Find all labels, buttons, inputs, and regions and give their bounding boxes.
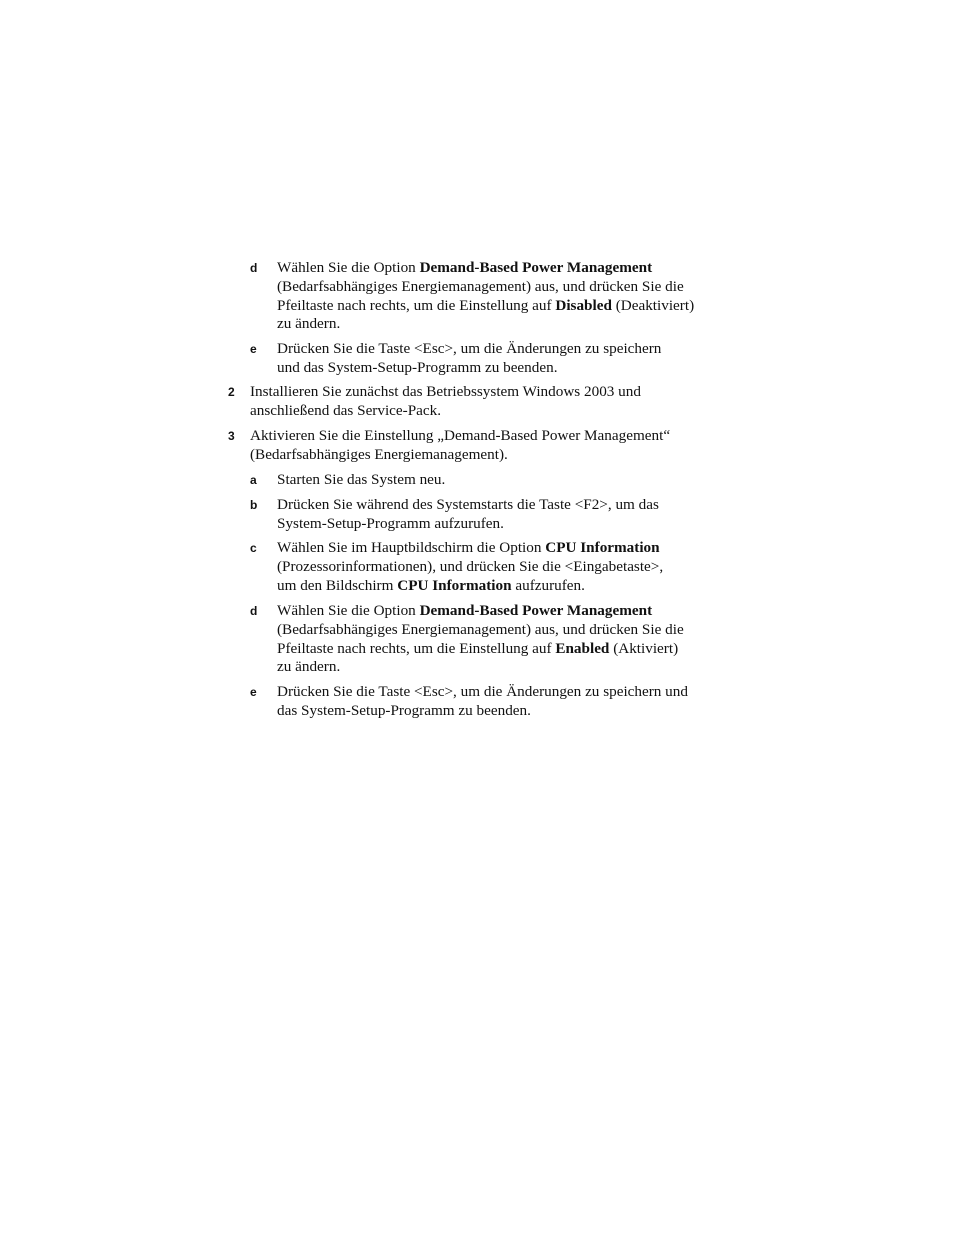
text-run: Drücken Sie die Taste <Esc>, um die Änderungen zu speichern und — [277, 683, 688, 700]
text-line — [277, 658, 684, 677]
step-a-restart — [250, 471, 446, 490]
text-line — [277, 558, 663, 577]
bold-term: Demand-Based Power Management — [419, 259, 653, 276]
step-text — [277, 340, 661, 378]
list-marker: b — [250, 498, 258, 512]
bold-term: CPU Information — [545, 539, 660, 556]
bold-term: CPU Information — [397, 576, 512, 594]
text-run: (Prozessorinformationen), und drücken Sie die <Eingabetaste>, — [277, 557, 664, 575]
step-d-enable — [250, 602, 684, 677]
text-run: Installieren Sie zunächst das Betriebssystem Windows 2003 und — [250, 383, 641, 400]
text-run: Starten Sie das System neu. — [277, 471, 446, 488]
text-run: Pfeiltaste nach rechts, um die Einstellung auf — [277, 639, 556, 657]
bold-term: Enabled — [555, 639, 610, 657]
text-line — [277, 359, 661, 378]
list-marker: d — [250, 604, 258, 618]
text-line — [277, 259, 694, 278]
text-line — [250, 383, 641, 402]
text-run: (Aktiviert) — [609, 639, 679, 657]
step-text — [277, 683, 688, 721]
text-run: Aktivieren Sie die Einstellung „Demand-Based Power Management“ — [250, 427, 671, 444]
step-text — [250, 427, 670, 465]
text-line — [277, 278, 694, 297]
text-run: Drücken Sie während des Systemstarts die Taste <F2>, um das — [277, 496, 659, 513]
step-text — [250, 383, 641, 421]
text-line — [277, 621, 684, 640]
text-line — [277, 297, 694, 316]
text-line — [277, 539, 663, 558]
step-text — [277, 602, 684, 677]
text-run: (Deaktiviert) — [611, 296, 695, 314]
step-c-cpu-information — [250, 539, 664, 595]
list-marker: 2 — [228, 385, 235, 399]
text-run: das System-Setup-Programm zu beenden. — [277, 701, 531, 719]
text-line — [277, 640, 684, 659]
text-line — [277, 602, 684, 621]
text-line — [250, 427, 670, 446]
step-text — [277, 496, 659, 534]
text-run: aufzurufen. — [511, 576, 585, 594]
list-marker: d — [250, 261, 258, 275]
text-run: Wählen Sie die Option — [277, 602, 420, 619]
text-line — [277, 702, 688, 721]
text-run: (Bedarfsabhängiges Energiemanagement). — [250, 445, 508, 463]
bold-term: Disabled — [555, 296, 612, 314]
text-line — [250, 446, 670, 465]
list-marker: e — [250, 342, 257, 356]
bold-term: Demand-Based Power Management — [419, 602, 653, 619]
step-e-save — [250, 340, 662, 378]
text-run: Drücken Sie die Taste <Esc>, um die Änderungen zu speichern — [277, 340, 662, 357]
text-run: System-Setup-Programm aufzurufen. — [277, 514, 504, 532]
text-line — [277, 577, 663, 596]
text-run: Wählen Sie im Hauptbildschirm die Option — [277, 539, 546, 556]
text-run: anschließend das Service-Pack. — [250, 401, 442, 419]
text-line — [277, 315, 694, 334]
text-run: zu ändern. — [277, 658, 341, 676]
text-line — [277, 515, 659, 534]
text-line — [277, 340, 661, 359]
text-run: Pfeiltaste nach rechts, um die Einstellung auf — [277, 296, 556, 314]
step-2-install-os — [228, 383, 641, 421]
text-line — [277, 683, 688, 702]
text-line — [277, 496, 659, 515]
step-d-disable — [250, 259, 695, 334]
step-text — [277, 539, 663, 595]
step-b-press-f2 — [250, 496, 659, 534]
step-e-save-exit — [250, 683, 688, 721]
step-text — [277, 259, 694, 334]
step-text — [277, 471, 445, 490]
text-run: um den Bildschirm — [277, 576, 398, 594]
step-3-enable-dbpm — [228, 427, 671, 465]
text-line — [277, 471, 445, 490]
list-marker: 3 — [228, 429, 235, 443]
list-marker: a — [250, 473, 257, 487]
text-run: zu ändern. — [277, 315, 341, 333]
list-marker: c — [250, 541, 257, 555]
list-marker: e — [250, 685, 257, 699]
text-run: und das System-Setup-Programm zu beenden. — [277, 358, 558, 376]
text-run: Wählen Sie die Option — [277, 259, 420, 276]
text-run: (Bedarfsabhängiges Energiemanagement) aus, und drücken Sie die — [277, 620, 684, 638]
text-line — [250, 402, 641, 421]
text-run: (Bedarfsabhängiges Energiemanagement) aus, und drücken Sie die — [277, 277, 684, 295]
